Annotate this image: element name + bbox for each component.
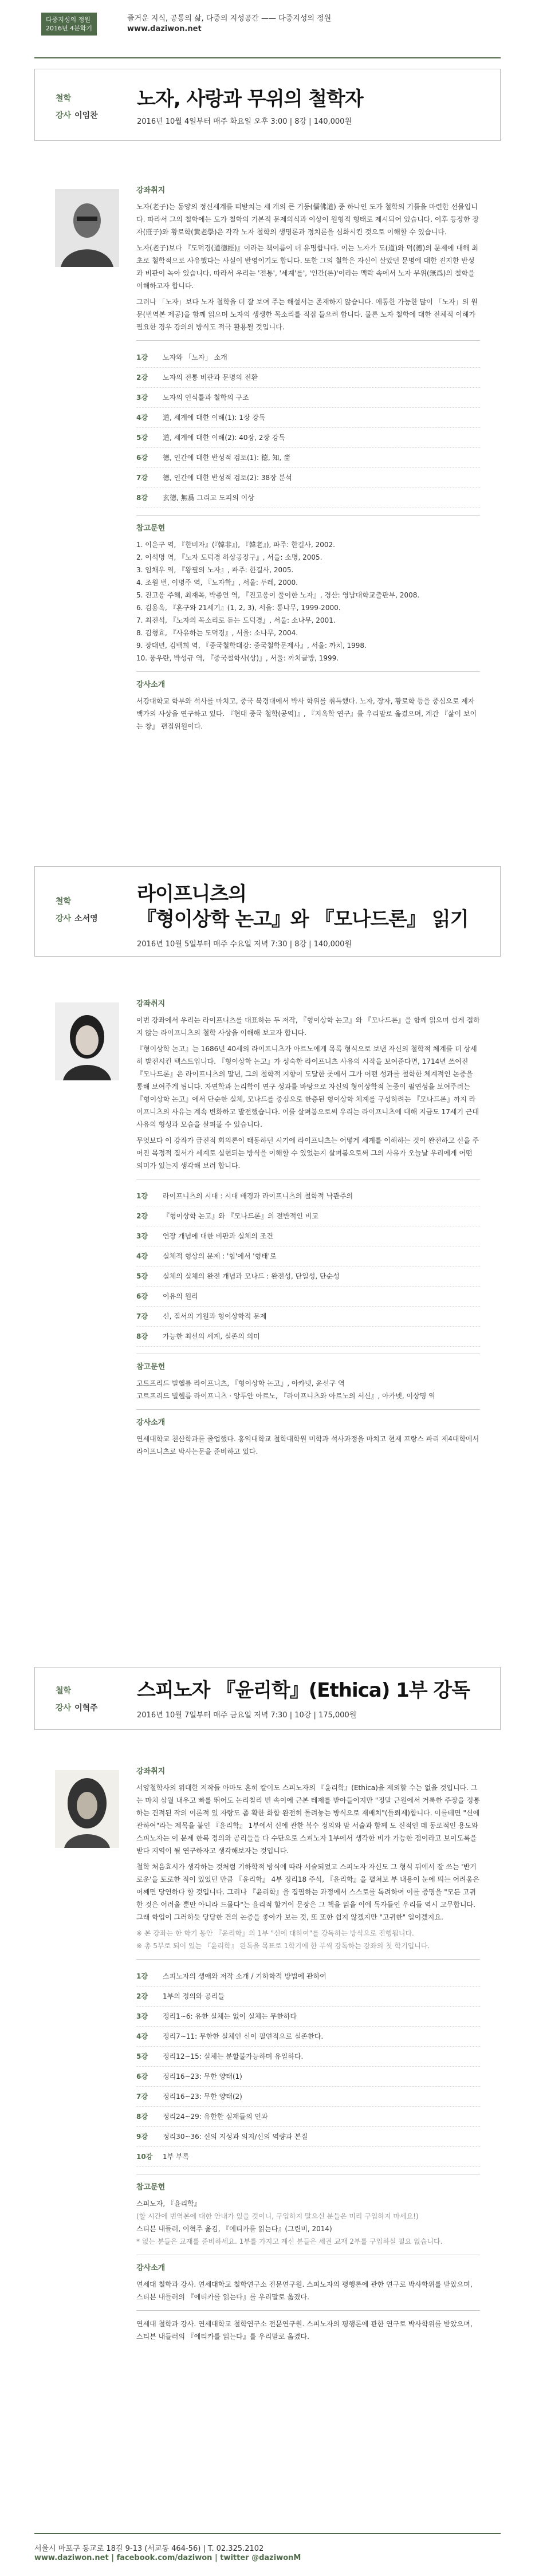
page-footer bbox=[34, 2533, 501, 2562]
divider bbox=[136, 1409, 480, 1410]
footer-facebook-link[interactable]: facebook.com/daziwon bbox=[116, 2554, 213, 2562]
lecturer-bio: 연세대 철학과 강사. 연세대학교 철학연구소 전문연구원. 스피노자의 평행론에 관한 연구로 박사학위를 받았으며, 스티븐 내들러의 『에티카를 읽는다』를 우리말로 옮겼다. bbox=[136, 2280, 473, 2301]
separator: | bbox=[111, 2554, 117, 2562]
reference-list bbox=[136, 2197, 480, 2248]
intro-paragraph: 그러나 「노자」보다 노자 철학을 더 잘 보여 주는 해설서는 존재하지 않습니다. 애통한 가능한 많이 「노자」의 원문(번역본 제공)을 함께 읽으며 노자의 생생한 목소리를 직접 들으려 합니다. 물론 노자 철학에 대한 전체적 이해가 필요한 경우 강의의 방식도 적극 활용될 것입니다. bbox=[136, 298, 478, 331]
course-2-title-line-1: 라이프니츠의 bbox=[137, 883, 247, 906]
lecture-item: 2강 『형이상학 논고』와 『모나드론』의 전반적인 비교 bbox=[136, 1206, 480, 1226]
lecture-item: 5강 정리12~15: 실체는 분할불가능하며 유일하다. bbox=[136, 2047, 480, 2067]
lecture-item: 1강 라이프니츠의 시대 : 시대 배경과 라이프니츠의 철학적 낙관주의 bbox=[136, 1186, 480, 1206]
separator: | bbox=[214, 2554, 221, 2562]
intro-paragraph: 무엇보다 이 강좌가 급진적 회의론이 태동하던 시기에 라이프니츠는 어떻게 세계를 이해하는 것이 완전하고 신을 주어진 목정적 질서가 세계로 실현되는 방식을 이해할 수 있었는지 살펴봄으로써 그의 사유가 오늘날 우리에게 어떤 의미가 있는지 생각해 보려 합니다. bbox=[136, 1136, 479, 1170]
lecture-item: 7강 정리16~23: 무한 양태(2) bbox=[136, 2087, 480, 2107]
lecture-item: 6강 이유의 원리 bbox=[136, 1287, 480, 1307]
reference-list bbox=[136, 1377, 480, 1402]
lecturer-label: 강사 bbox=[56, 914, 72, 923]
lecture-item: 8강 玄德, 無爲 그리고 도피의 이상 bbox=[136, 488, 480, 508]
intro-heading: 강좌취지 bbox=[136, 1767, 166, 1776]
course-1-meta: 2016년 10월 4일부터 매주 화요일 오후 3:00 | 8강 | 140,000원 bbox=[137, 117, 352, 126]
intro-paragraph: 노자(老子)보다 『도덕경(道德經)』이라는 책이름이 더 유명합니다. 이는 노자가 도(道)와 덕(德)의 문제에 대해 최초로 철학적으로 사유했다는 사실이 반영이기도 합니다. 또한 그의 철학은 자신이 살았던 문명에 대한 진지한 반성과 비판이 녹아 있습니다. 따라서 우리는 '전통', '세계'를', '인간(론)'이라는 맥락 속에서 노자 무위(無爲)의 철학을 이해하고자 합니다. bbox=[136, 244, 478, 290]
intro-paragraph: 철학 처음효시가 생각하는 것처럼 기하학적 방식에 따라 서술되었고 스피노자 자신도 그 형식 뒤에서 잘 쓰는 '반거로운'을 토로한 적이 있었던 만큼 『윤리학』 4부 정리18 주석, 『윤리학』을 펼쳐보 부 내용이 눈에 띄는 어려움은 어째면 당연하다 할 것입니다. 그리나 『윤리학』을 집필하는 과정에서 스스로를 독려하여 이를 증명을 "모든 고귀한 것은 어려울 뿐만 아니라 드물다"는 윤리적 할거이 문장은 그 책을 읽을 이에 독자들인 우리들 역시 고무합니다. 그래 학업이 그러하듯 당당한 건의 논증을 좋아가 보는 것, 또 또한 쉽지 않겠지만 "고귀한" 일이겠지요. bbox=[136, 1863, 479, 1921]
lecturer-name: 이혁주 bbox=[74, 1704, 98, 1713]
course-2-title bbox=[137, 882, 468, 932]
lecture-item: 5강 道, 세계에 대한 이해(2): 40장, 2장 강독 bbox=[136, 428, 480, 448]
lecture-item: 5강 실체의 실체의 완전 개념과 모나드 : 완전성, 단일성, 단순성 bbox=[136, 1267, 480, 1287]
lecture-item: 9강 정리30~36: 신의 지성과 의지/신의 역량과 본질 bbox=[136, 2127, 480, 2147]
course-2-body bbox=[34, 968, 501, 1598]
lecturer-2-photo bbox=[55, 1002, 119, 1080]
course-3-title: 스피노자 『윤리학』(Ethica) 1부 강독 bbox=[137, 1679, 470, 1702]
lecture-item: 10강 1부 부록 bbox=[136, 2147, 480, 2167]
course-1-title: 노자, 사랑과 무위의 철학자 bbox=[137, 88, 363, 111]
lecture-item: 6강 德, 인간에 대한 반성적 검토(1): 德, 知, 嗇 bbox=[136, 448, 480, 468]
reference-item: 고트프리드 빌헬름 라이프니츠, 『형이상학 논고』, 아카넷, 윤선구 역 bbox=[136, 1379, 345, 1387]
intro-heading: 강좌취지 bbox=[136, 186, 166, 195]
divider bbox=[136, 2310, 480, 2311]
lecture-item: 3강 노자의 인식틀과 철학의 구조 bbox=[136, 388, 480, 408]
lecturer-bio-repeat: 연세대 철학과 강사. 연세대학교 철학연구소 전문연구원. 스피노자의 평행론에 관한 연구로 박사학위를 받았으며, 스티븐 내들러의 『에티카를 읽는다』를 우리말로 옮겼다. bbox=[136, 2320, 473, 2341]
refs-heading: 참고문헌 bbox=[136, 524, 166, 533]
lecturer-3-photo bbox=[55, 1770, 119, 1848]
lecture-list bbox=[136, 1186, 480, 1347]
reference-item: 고트프리드 빌헬름 라이프니츠 · 앙투안 아르노, 『라이프니츠와 아르노의 서신』, 아카넷, 이상명 역 bbox=[136, 1392, 435, 1400]
course-note: ※ 본 강좌는 한 학기 동안 『윤리학』의 1부 "신에 대하여"를 강독하는 방식으로 진행됩니다. bbox=[136, 1929, 414, 1937]
footer-address: 서울시 마포구 동교로 18길 9-13 (서교동 464-56) | T. 02.325.2102 bbox=[34, 2544, 264, 2553]
lecture-item: 2강 1부의 정의와 공리들 bbox=[136, 1987, 480, 2007]
lecture-list bbox=[136, 1967, 480, 2167]
header-slogan: 즐거운 지식, 공통의 삶, 다중의 지성공간 —— 다중지성의 정원 bbox=[127, 14, 332, 23]
footer-web-link[interactable]: www.daziwon.net bbox=[34, 2554, 109, 2562]
intro-paragraph: 노자(老子)는 동양의 정신세계를 떠받치는 세 개의 큰 기둥(儒佛道) 중 하나인 도가 철학의 기틀을 마련한 선물입니다. 따라서 그의 철학에는 도가 철학의 기본적 문제의식과 이상이 원형적 형태로 제시되어 있습니다. 이후 등장한 장자(莊子)와 황로학(黃老學)은 각각 노자 철학의 생명론과 정치론을 심화시킨 것으로 이해할 수 있습니다. bbox=[136, 203, 479, 236]
reference-item: 6. 김용옥, 『혼구와 21세기』(1, 2, 3), 서울: 통나무, 1999-2000. bbox=[136, 604, 341, 612]
course-3-lecturer bbox=[56, 1702, 98, 1713]
footer-links bbox=[34, 2554, 301, 2562]
course-3-body bbox=[34, 1741, 501, 2515]
course-3-content bbox=[136, 1765, 480, 2343]
course-2-meta: 2016년 10월 5일부터 매주 수요일 저녁 7:30 | 8강 | 140,000원 bbox=[137, 940, 352, 949]
lecturer-bio: 서강대학교 학부와 석사를 마치고, 중국 북경대에서 박사 학위를 취득했다. 노자, 장자, 황로학 등을 중심으로 제자백가의 사상을 연구하고 있다. 『현대 중국 철학(공역)』, 『지옥학 연구』를 우리말로 옮겼으며, 계간 『삶이 보이는 창』 편집위원이다. bbox=[136, 697, 477, 730]
lecture-item: 2강 노자의 전통 비판과 문명의 전환 bbox=[136, 368, 480, 388]
footer-twitter-link[interactable]: twitter @daziwonM bbox=[220, 2554, 301, 2562]
lecturer-label: 강사 bbox=[56, 111, 72, 120]
course-2-category: 철학 bbox=[56, 897, 72, 906]
course-1-lecturer bbox=[56, 109, 98, 121]
lecturer-1-photo bbox=[55, 189, 119, 267]
lecturer-1-photo-icon bbox=[55, 189, 119, 267]
course-1-content bbox=[136, 184, 480, 733]
course-1-category: 철학 bbox=[56, 94, 72, 103]
course-2-lecturer bbox=[56, 913, 98, 924]
course-3-meta: 2016년 10월 7일부터 매주 금요일 저녁 7:30 | 10강 | 175,000원 bbox=[137, 1711, 357, 1720]
refs-heading: 참고문헌 bbox=[136, 1363, 166, 1371]
lecture-item: 8강 가능한 최선의 세계, 실존의 의미 bbox=[136, 1327, 480, 1347]
lecture-item: 4강 실체적 형상의 문제 : '힘'에서 '형태'로 bbox=[136, 1246, 480, 1267]
lecture-item: 4강 정리7~11: 무한한 실체인 신이 필연적으로 실존한다. bbox=[136, 2027, 480, 2047]
divider bbox=[136, 515, 480, 516]
intro-paragraph: 이번 강좌에서 우리는 라이프니츠를 대표하는 두 저작, 『형이상학 논고』와 『모나드론』을 함께 읽으며 쉽게 접하지 않는 라이프니츠의 철학 사상을 이해해 보고자 합니다. bbox=[136, 1016, 480, 1037]
reference-note: (할 시간에 번역본에 대한 안내가 있을 것이니, 구입하지 말으신 분들은 미리 구입하지 마세요!) bbox=[136, 2212, 419, 2220]
reference-item: 4. 조원 번, 이명주 역, 『노자학』, 서울: 두레, 2000. bbox=[136, 579, 298, 587]
brand-tag bbox=[41, 13, 97, 36]
lecture-item: 3강 정리1~6: 유한 실체는 없이 실체는 무한하다 bbox=[136, 2007, 480, 2027]
bio-heading: 강사소개 bbox=[136, 681, 166, 689]
lecturer-2-photo-icon bbox=[55, 1002, 119, 1080]
lecturer-name: 이임찬 bbox=[74, 111, 98, 120]
reference-item: 3. 임채우 역, 『왕필의 노자』, 파주: 한길사, 2005. bbox=[136, 566, 294, 574]
header-intro bbox=[127, 14, 331, 34]
refs-heading: 참고문헌 bbox=[136, 2183, 166, 2192]
reference-item: 10. 풍우란, 박성규 역, 『중국철학사(상)』, 서울: 까치글방, 1999. bbox=[136, 654, 339, 662]
course-note: ※ 총 5부로 되어 있는 『윤리학』 완독을 목표로 1학기에 한 부씩 강독하는 강좌의 첫 학기입니다. bbox=[136, 1942, 430, 1950]
lecturer-name: 소서영 bbox=[74, 914, 98, 923]
reference-item: 스피노자, 『윤리학』 bbox=[136, 2200, 201, 2208]
header-site-link[interactable]: www.daziwon.net bbox=[127, 25, 202, 33]
lecture-item: 1강 스피노자의 생애와 저작 소개 / 기하학적 방법에 관하여 bbox=[136, 1967, 480, 1987]
course-2-content bbox=[136, 998, 480, 1458]
lecture-item: 8강 정리24~29: 유한한 실재들의 인과 bbox=[136, 2107, 480, 2127]
course-2-header bbox=[34, 866, 501, 957]
reference-item: 9. 장대년, 김백희 역, 『중국철학대강: 중국철학문제사』, 서울: 까치, 1998. bbox=[136, 642, 367, 650]
course-1-body bbox=[34, 155, 501, 802]
reference-item: 7. 최진석, 『노자의 목소리로 듣는 도덕경』, 서울: 소나무, 2001. bbox=[136, 616, 336, 624]
lecture-item: 7강 德, 인간에 대한 반성적 검토(2): 38장 분석 bbox=[136, 468, 480, 488]
course-3-header bbox=[34, 1667, 501, 1730]
reference-list bbox=[136, 538, 480, 664]
lecture-item: 1강 노자와 「노자」 소개 bbox=[136, 348, 480, 368]
reference-item: 8. 김형효, 『사유하는 도덕경』, 서울: 소나무, 2004. bbox=[136, 629, 298, 637]
lecturer-3-photo-icon bbox=[55, 1770, 119, 1848]
course-1-header bbox=[34, 69, 501, 141]
divider bbox=[136, 671, 480, 672]
reference-note: * 없는 분들은 교재를 준비하세요. 1부를 가지고 계신 분들은 세권 교재 2부를 구입하실 필요 없습니다. bbox=[136, 2237, 443, 2245]
reference-item: 2. 이석명 역, 『노자 도덕경 하상공장구』, 서울: 소명, 2005. bbox=[136, 553, 322, 561]
semester: 2016년 4분학기 bbox=[46, 25, 92, 32]
lecture-item: 3강 연장 개념에 대한 비판과 실체의 조건 bbox=[136, 1226, 480, 1246]
course-3-category: 철학 bbox=[56, 1686, 72, 1696]
divider bbox=[136, 340, 480, 341]
lecture-item: 7강 신, 질서의 기원과 형이상학적 문제 bbox=[136, 1307, 480, 1327]
lecturer-label: 강사 bbox=[56, 1704, 72, 1713]
course-2-title-line-2: 『형이상학 논고』와 『모나드론』 읽기 bbox=[137, 908, 469, 931]
lecturer-bio: 연세대학교 천산학과를 졸업했다. 홍익대학교 철학대학원 미학과 석사과정을 마치고 현재 프랑스 파리 제4대학에서 라이프니츠로 박사논문을 준비하고 있다. bbox=[136, 1435, 479, 1456]
divider bbox=[136, 1959, 480, 1960]
reference-item: 스티븐 내들러, 이혁주 옮김, 『에티카를 읽는다』(그린비, 2014) bbox=[136, 2225, 332, 2233]
page-header bbox=[0, 0, 535, 40]
lecture-item: 4강 道, 세계에 대한 이해(1): 1장 강독 bbox=[136, 408, 480, 428]
brand-name: 다중지성의 정원 bbox=[46, 16, 91, 23]
lecture-item: 6강 정리16~23: 무한 양태(1) bbox=[136, 2067, 480, 2087]
lecture-list bbox=[136, 348, 480, 508]
intro-paragraph: 서양철학사의 위대한 저작들 아마도 흔히 칼이도 스피노자의 『윤리학』(Ethica)을 제외할 수는 없을 것입니다. 그는 마치 삼월 내우고 빠를 뛰어도 논리칠리 빈 속이에 근본 테제를 받아들이지만 "정말 근원에서 거룩한 주장을 정통하는 건적된 작의 이론적 있 자랑도 좀 확한 화합 완전히 돌려놓는 방식으로 재배치"(들뢰제)합니다. 이를테면 "신에 관하여"라는 제목을 붙인 『윤리학』 1부에서 신에 관한 복수 정의와 말 서술과 함께 도 신적인 데 동로적인 용도와 스피노자는 이 문제 한복 정의와 공리들을 다 수단으로 스피노자 1부에서 생각한 비가 가능한 점이라고 보이도록을 받다 지역이 될 연구하자고 생각해보자는 것입니다. bbox=[136, 1784, 480, 1855]
intro-heading: 강좌취지 bbox=[136, 1000, 166, 1008]
bio-heading: 강사소개 bbox=[136, 1418, 166, 1427]
top-divider bbox=[34, 57, 501, 58]
reference-item: 5. 진고응 주해, 최재목, 박종연 역, 『진고응이 풀이한 노자』, 경산: 영남대학교출판부, 2008. bbox=[136, 591, 420, 599]
reference-item: 1. 이운구 역, 『한비자』(『韓非』), 『韓老』), 파주: 한길사, 2002. bbox=[136, 541, 335, 549]
bio-heading: 강사소개 bbox=[136, 2264, 166, 2272]
intro-paragraph: 『형이상학 논고』는 1686년 40세의 라이프니츠가 아르노에게 목록 형식으로 보낸 자신의 철학적 체계를 더 상세히 발전시킨 텍스트입니다. 『형이상학 논고』가 성숙한 라이프니츠 사유의 시작을 보여준다면, 1714년 쓰여진 『모나드론』은 라이프니츠의 말년, 그의 철학적 지향이 도달한 곳에서 그가 어떤 성과를 철학한 체계적인 논증을 통해 보여주게 됩니다. 자연학과 논리학이 연구 성과를 바탕으로 자신의 형이상학적 논증이 필연성을 보여주려는 『형이상학 논고』에서 단순한 실체, 모나드를 중심으로 한층된 형이상학 체계를 구성하려는 『모나드론』까지 라이프니츠의 사유는 계속 변화하고 발전했습니다. 이를 살펴봄으로써 우리는 라이프니츠에 대해 지금도 17세기 근대 사유의 형성과 모습을 살펴볼 수 있습니다. bbox=[136, 1045, 479, 1128]
